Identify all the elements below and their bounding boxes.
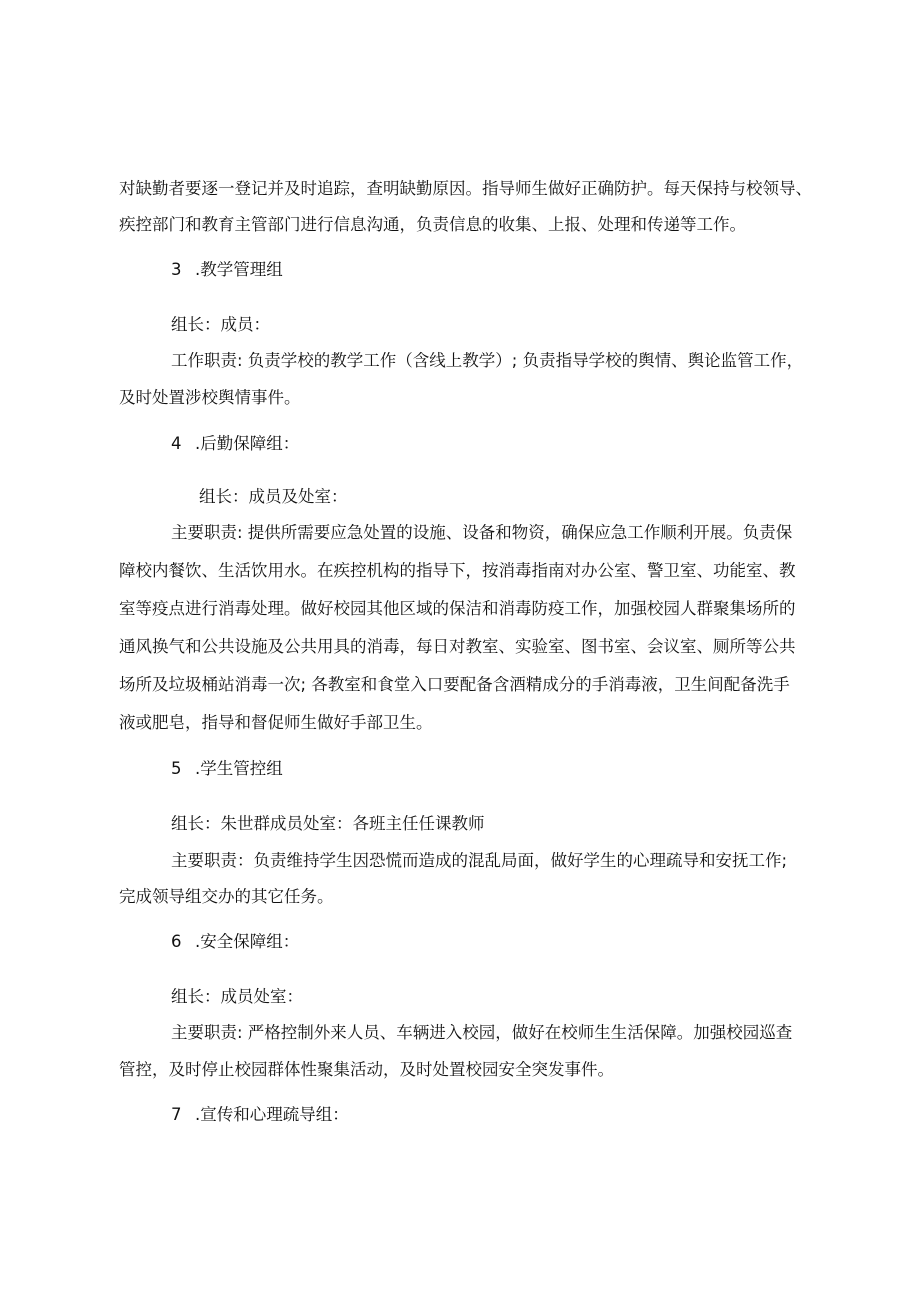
group3-duty-line-2: 及时处置涉校舆情事件。: [119, 388, 301, 407]
intro-line-1: 对缺勤者要逐一登记并及时追踪，查明缺勤原因。指导师生做好正确防护。每天保持与校领导、: [119, 179, 812, 198]
intro-line-2: 疾控部门和教育主管部门进行信息沟通，负责信息的收集、上报、处理和传递等工作。: [119, 215, 746, 234]
section-number: 4: [171, 434, 182, 453]
group4-duty-line-5: 场所及垃圾桶站消毒一次; 各教室和食堂入口要配备含酒精成分的手消毒液，卫生间配备洗手: [119, 675, 790, 694]
section-title: .教学管理组: [195, 260, 283, 279]
group3-members: 组长：成员：: [171, 315, 270, 334]
section-number: 5: [171, 759, 182, 778]
section-heading-6: [171, 931, 299, 953]
section-title: .后勤保障组：: [195, 434, 300, 453]
section-number: 6: [171, 932, 182, 951]
group4-duty-line-1: 主要职责: 提供所需要应急处置的设施、设备和物资，确保应急工作顺利开展。负责保: [171, 523, 793, 542]
section-heading-7: [171, 1104, 349, 1126]
group4-duty-line-2: 障校内餐饮、生活饮用水。在疾控机构的指导下，按消毒指南对办公室、警卫室、功能室、教: [119, 561, 796, 580]
group6-members: 组长：成员处室：: [171, 987, 303, 1006]
section-title: .学生管控组: [195, 759, 283, 778]
group6-duty-line-1: 主要职责: 严格控制外来人员、车辆进入校园，做好在校师生生活保障。加强校园巡查: [171, 1023, 793, 1042]
section-title: .安全保障组：: [195, 932, 300, 951]
group4-duty-line-4: 通风换气和公共设施及公共用具的消毒，每日对教室、实验室、图书室、会议室、厕所等公共: [119, 637, 796, 656]
group4-members: 组长：成员及处室：: [199, 487, 348, 506]
group5-duty-line-2: 完成领导组交办的其它任务。: [119, 887, 334, 906]
group5-duty-line-1: 主要职责：负责维持学生因恐慌而造成的混乱局面，做好学生的心理疏导和安抚工作;: [171, 851, 788, 870]
group3-duty-line-1: 工作职责: 负责学校的教学工作（含线上教学）; 负责指导学校的舆情、舆论监管工作，: [171, 351, 804, 370]
group6-duty-line-2: 管控，及时停止校园群体性聚集活动，及时处置校园安全突发事件。: [119, 1060, 614, 1079]
group4-duty-line-3: 室等疫点进行消毒处理。做好校园其他区域的保洁和消毒防疫工作，加强校园人群聚集场所的: [119, 599, 796, 618]
section-heading-4: [171, 433, 299, 455]
section-heading-3: [171, 259, 283, 281]
group5-members: 组长：朱世群成员处室：各班主任任课教师: [171, 814, 485, 833]
section-heading-5: [171, 758, 283, 780]
section-number: 7: [171, 1105, 182, 1124]
section-number: 3: [171, 260, 182, 279]
section-title: .宣传和心理疏导组：: [195, 1105, 349, 1124]
group4-duty-line-6: 液或肥皂，指导和督促师生做好手部卫生。: [119, 713, 433, 732]
